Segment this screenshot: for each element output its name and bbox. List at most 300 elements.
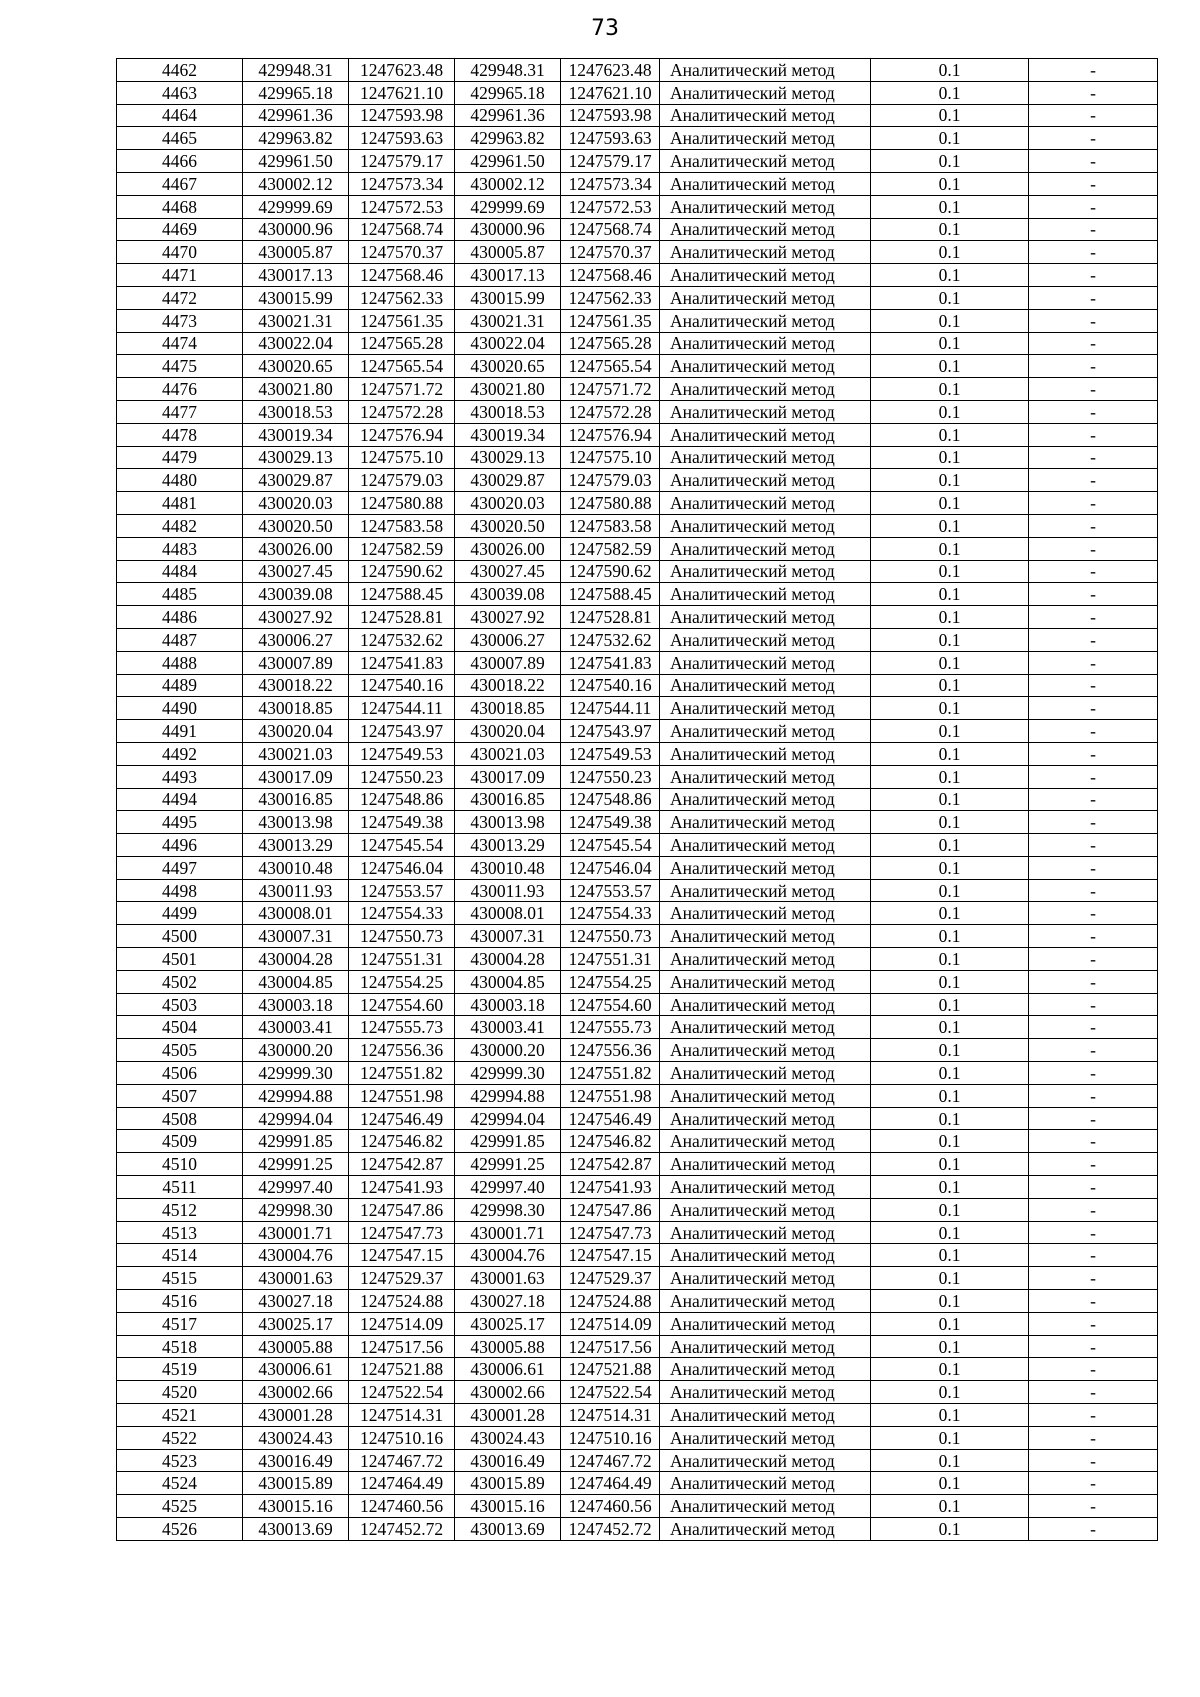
x-old-cell: 429948.31 xyxy=(243,59,349,82)
x-new-cell: 430020.04 xyxy=(455,720,561,743)
accuracy-cell: 0.1 xyxy=(871,856,1029,879)
x-old-cell: 430013.98 xyxy=(243,811,349,834)
x-old-cell: 429961.50 xyxy=(243,150,349,173)
x-old-cell: 430004.28 xyxy=(243,948,349,971)
accuracy-cell: 0.1 xyxy=(871,1084,1029,1107)
y-old-cell: 1247593.63 xyxy=(349,127,455,150)
x-old-cell: 430015.16 xyxy=(243,1495,349,1518)
x-new-cell: 430001.71 xyxy=(455,1221,561,1244)
accuracy-cell: 0.1 xyxy=(871,1244,1029,1267)
method-cell: Аналитический метод xyxy=(660,150,871,173)
point-number-cell: 4524 xyxy=(117,1472,243,1495)
accuracy-cell: 0.1 xyxy=(871,1312,1029,1335)
note-cell: - xyxy=(1029,1404,1158,1427)
x-new-cell: 429994.04 xyxy=(455,1107,561,1130)
x-new-cell: 430018.53 xyxy=(455,400,561,423)
x-new-cell: 430013.98 xyxy=(455,811,561,834)
accuracy-cell: 0.1 xyxy=(871,492,1029,515)
y-old-cell: 1247571.72 xyxy=(349,378,455,401)
x-old-cell: 429994.88 xyxy=(243,1084,349,1107)
y-old-cell: 1247542.87 xyxy=(349,1153,455,1176)
table-row xyxy=(117,537,1158,560)
x-old-cell: 430018.22 xyxy=(243,674,349,697)
method-cell: Аналитический метод xyxy=(660,628,871,651)
note-cell: - xyxy=(1029,127,1158,150)
x-new-cell: 430020.65 xyxy=(455,355,561,378)
x-new-cell: 430027.45 xyxy=(455,560,561,583)
table-row xyxy=(117,1290,1158,1313)
x-new-cell: 430002.66 xyxy=(455,1381,561,1404)
accuracy-cell: 0.1 xyxy=(871,902,1029,925)
table-row xyxy=(117,834,1158,857)
method-cell: Аналитический метод xyxy=(660,1244,871,1267)
point-number-cell: 4483 xyxy=(117,537,243,560)
x-new-cell: 430020.03 xyxy=(455,492,561,515)
x-new-cell: 430010.48 xyxy=(455,856,561,879)
x-old-cell: 430013.29 xyxy=(243,834,349,857)
note-cell: - xyxy=(1029,218,1158,241)
accuracy-cell: 0.1 xyxy=(871,1472,1029,1495)
point-number-cell: 4471 xyxy=(117,264,243,287)
note-cell: - xyxy=(1029,423,1158,446)
accuracy-cell: 0.1 xyxy=(871,59,1029,82)
point-number-cell: 4475 xyxy=(117,355,243,378)
method-cell: Аналитический метод xyxy=(660,81,871,104)
y-old-cell: 1247467.72 xyxy=(349,1449,455,1472)
accuracy-cell: 0.1 xyxy=(871,104,1029,127)
y-new-cell: 1247580.88 xyxy=(561,492,660,515)
x-old-cell: 430010.48 xyxy=(243,856,349,879)
y-new-cell: 1247583.58 xyxy=(561,514,660,537)
x-new-cell: 430026.00 xyxy=(455,537,561,560)
x-old-cell: 430001.63 xyxy=(243,1267,349,1290)
note-cell: - xyxy=(1029,81,1158,104)
y-old-cell: 1247514.09 xyxy=(349,1312,455,1335)
x-new-cell: 430006.27 xyxy=(455,628,561,651)
accuracy-cell: 0.1 xyxy=(871,172,1029,195)
note-cell: - xyxy=(1029,241,1158,264)
accuracy-cell: 0.1 xyxy=(871,1176,1029,1199)
y-old-cell: 1247582.59 xyxy=(349,537,455,560)
y-new-cell: 1247514.09 xyxy=(561,1312,660,1335)
y-old-cell: 1247568.74 xyxy=(349,218,455,241)
x-new-cell: 430004.28 xyxy=(455,948,561,971)
note-cell: - xyxy=(1029,309,1158,332)
point-number-cell: 4502 xyxy=(117,970,243,993)
note-cell: - xyxy=(1029,560,1158,583)
note-cell: - xyxy=(1029,834,1158,857)
table-row xyxy=(117,172,1158,195)
method-cell: Аналитический метод xyxy=(660,606,871,629)
y-old-cell: 1247514.31 xyxy=(349,1404,455,1427)
x-new-cell: 430001.28 xyxy=(455,1404,561,1427)
point-number-cell: 4498 xyxy=(117,879,243,902)
note-cell: - xyxy=(1029,856,1158,879)
accuracy-cell: 0.1 xyxy=(871,1426,1029,1449)
note-cell: - xyxy=(1029,537,1158,560)
point-number-cell: 4474 xyxy=(117,332,243,355)
method-cell: Аналитический метод xyxy=(660,902,871,925)
method-cell: Аналитический метод xyxy=(660,720,871,743)
table-row xyxy=(117,720,1158,743)
point-number-cell: 4500 xyxy=(117,925,243,948)
table-row xyxy=(117,970,1158,993)
x-new-cell: 429991.85 xyxy=(455,1130,561,1153)
accuracy-cell: 0.1 xyxy=(871,400,1029,423)
x-old-cell: 430008.01 xyxy=(243,902,349,925)
y-old-cell: 1247510.16 xyxy=(349,1426,455,1449)
note-cell: - xyxy=(1029,332,1158,355)
table-row xyxy=(117,1312,1158,1335)
table-row xyxy=(117,218,1158,241)
x-old-cell: 430005.88 xyxy=(243,1335,349,1358)
accuracy-cell: 0.1 xyxy=(871,1016,1029,1039)
method-cell: Аналитический метод xyxy=(660,1153,871,1176)
table-row xyxy=(117,1016,1158,1039)
point-number-cell: 4517 xyxy=(117,1312,243,1335)
note-cell: - xyxy=(1029,1449,1158,1472)
note-cell: - xyxy=(1029,59,1158,82)
x-new-cell: 430002.12 xyxy=(455,172,561,195)
x-new-cell: 429991.25 xyxy=(455,1153,561,1176)
y-new-cell: 1247543.97 xyxy=(561,720,660,743)
x-old-cell: 430007.31 xyxy=(243,925,349,948)
y-old-cell: 1247579.03 xyxy=(349,469,455,492)
y-old-cell: 1247541.93 xyxy=(349,1176,455,1199)
x-old-cell: 430022.04 xyxy=(243,332,349,355)
x-new-cell: 430013.69 xyxy=(455,1518,561,1541)
point-number-cell: 4473 xyxy=(117,309,243,332)
y-old-cell: 1247583.58 xyxy=(349,514,455,537)
x-new-cell: 430029.87 xyxy=(455,469,561,492)
accuracy-cell: 0.1 xyxy=(871,309,1029,332)
y-new-cell: 1247524.88 xyxy=(561,1290,660,1313)
y-new-cell: 1247546.82 xyxy=(561,1130,660,1153)
y-new-cell: 1247556.36 xyxy=(561,1039,660,1062)
y-new-cell: 1247562.33 xyxy=(561,286,660,309)
y-old-cell: 1247547.73 xyxy=(349,1221,455,1244)
x-old-cell: 430005.87 xyxy=(243,241,349,264)
y-old-cell: 1247556.36 xyxy=(349,1039,455,1062)
point-number-cell: 4468 xyxy=(117,195,243,218)
note-cell: - xyxy=(1029,355,1158,378)
method-cell: Аналитический метод xyxy=(660,1130,871,1153)
y-old-cell: 1247573.34 xyxy=(349,172,455,195)
note-cell: - xyxy=(1029,651,1158,674)
accuracy-cell: 0.1 xyxy=(871,332,1029,355)
method-cell: Аналитический метод xyxy=(660,970,871,993)
note-cell: - xyxy=(1029,400,1158,423)
point-number-cell: 4519 xyxy=(117,1358,243,1381)
x-old-cell: 430004.76 xyxy=(243,1244,349,1267)
x-new-cell: 429948.31 xyxy=(455,59,561,82)
method-cell: Аналитический метод xyxy=(660,1176,871,1199)
note-cell: - xyxy=(1029,150,1158,173)
x-new-cell: 430008.01 xyxy=(455,902,561,925)
accuracy-cell: 0.1 xyxy=(871,1335,1029,1358)
table-row xyxy=(117,81,1158,104)
point-number-cell: 4516 xyxy=(117,1290,243,1313)
x-old-cell: 429961.36 xyxy=(243,104,349,127)
x-new-cell: 430011.93 xyxy=(455,879,561,902)
x-new-cell: 430027.18 xyxy=(455,1290,561,1313)
y-old-cell: 1247551.98 xyxy=(349,1084,455,1107)
y-old-cell: 1247572.53 xyxy=(349,195,455,218)
y-old-cell: 1247464.49 xyxy=(349,1472,455,1495)
y-new-cell: 1247542.87 xyxy=(561,1153,660,1176)
note-cell: - xyxy=(1029,1312,1158,1335)
x-new-cell: 430018.85 xyxy=(455,697,561,720)
table-row xyxy=(117,423,1158,446)
point-number-cell: 4482 xyxy=(117,514,243,537)
y-new-cell: 1247541.93 xyxy=(561,1176,660,1199)
x-new-cell: 429999.30 xyxy=(455,1062,561,1085)
y-old-cell: 1247547.15 xyxy=(349,1244,455,1267)
x-new-cell: 430018.22 xyxy=(455,674,561,697)
y-new-cell: 1247544.11 xyxy=(561,697,660,720)
point-number-cell: 4490 xyxy=(117,697,243,720)
method-cell: Аналитический метод xyxy=(660,1404,871,1427)
accuracy-cell: 0.1 xyxy=(871,423,1029,446)
note-cell: - xyxy=(1029,1518,1158,1541)
x-old-cell: 429991.85 xyxy=(243,1130,349,1153)
x-old-cell: 430027.45 xyxy=(243,560,349,583)
method-cell: Аналитический метод xyxy=(660,492,871,515)
y-old-cell: 1247521.88 xyxy=(349,1358,455,1381)
x-new-cell: 430027.92 xyxy=(455,606,561,629)
table-row xyxy=(117,1518,1158,1541)
table-row xyxy=(117,332,1158,355)
x-new-cell: 430021.80 xyxy=(455,378,561,401)
method-cell: Аналитический метод xyxy=(660,469,871,492)
point-number-cell: 4507 xyxy=(117,1084,243,1107)
y-new-cell: 1247554.33 xyxy=(561,902,660,925)
x-old-cell: 429994.04 xyxy=(243,1107,349,1130)
y-old-cell: 1247554.60 xyxy=(349,993,455,1016)
y-old-cell: 1247546.82 xyxy=(349,1130,455,1153)
accuracy-cell: 0.1 xyxy=(871,560,1029,583)
y-new-cell: 1247540.16 xyxy=(561,674,660,697)
x-old-cell: 430000.96 xyxy=(243,218,349,241)
y-new-cell: 1247572.28 xyxy=(561,400,660,423)
point-number-cell: 4476 xyxy=(117,378,243,401)
note-cell: - xyxy=(1029,1267,1158,1290)
method-cell: Аналитический метод xyxy=(660,1039,871,1062)
accuracy-cell: 0.1 xyxy=(871,993,1029,1016)
x-new-cell: 430015.99 xyxy=(455,286,561,309)
method-cell: Аналитический метод xyxy=(660,59,871,82)
x-old-cell: 430039.08 xyxy=(243,583,349,606)
x-new-cell: 429999.69 xyxy=(455,195,561,218)
x-new-cell: 430016.85 xyxy=(455,788,561,811)
note-cell: - xyxy=(1029,697,1158,720)
point-number-cell: 4485 xyxy=(117,583,243,606)
point-number-cell: 4508 xyxy=(117,1107,243,1130)
point-number-cell: 4489 xyxy=(117,674,243,697)
table-row xyxy=(117,378,1158,401)
y-new-cell: 1247541.83 xyxy=(561,651,660,674)
note-cell: - xyxy=(1029,742,1158,765)
y-old-cell: 1247545.54 xyxy=(349,834,455,857)
method-cell: Аналитический метод xyxy=(660,993,871,1016)
point-number-cell: 4522 xyxy=(117,1426,243,1449)
method-cell: Аналитический метод xyxy=(660,378,871,401)
y-new-cell: 1247547.86 xyxy=(561,1198,660,1221)
accuracy-cell: 0.1 xyxy=(871,1290,1029,1313)
table-row xyxy=(117,674,1158,697)
y-new-cell: 1247571.72 xyxy=(561,378,660,401)
y-new-cell: 1247575.10 xyxy=(561,446,660,469)
y-new-cell: 1247550.23 xyxy=(561,765,660,788)
accuracy-cell: 0.1 xyxy=(871,970,1029,993)
y-new-cell: 1247452.72 xyxy=(561,1518,660,1541)
point-number-cell: 4472 xyxy=(117,286,243,309)
note-cell: - xyxy=(1029,1107,1158,1130)
point-number-cell: 4465 xyxy=(117,127,243,150)
table-row xyxy=(117,1404,1158,1427)
method-cell: Аналитический метод xyxy=(660,697,871,720)
y-old-cell: 1247522.54 xyxy=(349,1381,455,1404)
y-new-cell: 1247546.49 xyxy=(561,1107,660,1130)
y-old-cell: 1247561.35 xyxy=(349,309,455,332)
table-row xyxy=(117,1107,1158,1130)
point-number-cell: 4515 xyxy=(117,1267,243,1290)
point-number-cell: 4518 xyxy=(117,1335,243,1358)
note-cell: - xyxy=(1029,788,1158,811)
x-old-cell: 430017.13 xyxy=(243,264,349,287)
y-old-cell: 1247524.88 xyxy=(349,1290,455,1313)
x-new-cell: 430021.31 xyxy=(455,309,561,332)
y-old-cell: 1247548.86 xyxy=(349,788,455,811)
y-old-cell: 1247452.72 xyxy=(349,1518,455,1541)
table-row xyxy=(117,606,1158,629)
y-new-cell: 1247548.86 xyxy=(561,788,660,811)
accuracy-cell: 0.1 xyxy=(871,264,1029,287)
note-cell: - xyxy=(1029,1176,1158,1199)
x-new-cell: 429961.36 xyxy=(455,104,561,127)
y-new-cell: 1247522.54 xyxy=(561,1381,660,1404)
x-old-cell: 430020.04 xyxy=(243,720,349,743)
y-new-cell: 1247514.31 xyxy=(561,1404,660,1427)
method-cell: Аналитический метод xyxy=(660,104,871,127)
x-old-cell: 430029.87 xyxy=(243,469,349,492)
note-cell: - xyxy=(1029,1290,1158,1313)
table-row xyxy=(117,628,1158,651)
y-new-cell: 1247517.56 xyxy=(561,1335,660,1358)
table-row xyxy=(117,1358,1158,1381)
note-cell: - xyxy=(1029,286,1158,309)
accuracy-cell: 0.1 xyxy=(871,948,1029,971)
method-cell: Аналитический метод xyxy=(660,1358,871,1381)
y-old-cell: 1247588.45 xyxy=(349,583,455,606)
y-old-cell: 1247551.82 xyxy=(349,1062,455,1085)
note-cell: - xyxy=(1029,1130,1158,1153)
table-row xyxy=(117,948,1158,971)
y-new-cell: 1247528.81 xyxy=(561,606,660,629)
method-cell: Аналитический метод xyxy=(660,218,871,241)
y-old-cell: 1247528.81 xyxy=(349,606,455,629)
x-old-cell: 430025.17 xyxy=(243,1312,349,1335)
x-old-cell: 429963.82 xyxy=(243,127,349,150)
accuracy-cell: 0.1 xyxy=(871,1518,1029,1541)
method-cell: Аналитический метод xyxy=(660,1221,871,1244)
y-new-cell: 1247545.54 xyxy=(561,834,660,857)
point-number-cell: 4506 xyxy=(117,1062,243,1085)
table-row xyxy=(117,286,1158,309)
accuracy-cell: 0.1 xyxy=(871,674,1029,697)
y-old-cell: 1247565.28 xyxy=(349,332,455,355)
method-cell: Аналитический метод xyxy=(660,355,871,378)
table-row xyxy=(117,1267,1158,1290)
method-cell: Аналитический метод xyxy=(660,172,871,195)
table-row xyxy=(117,264,1158,287)
method-cell: Аналитический метод xyxy=(660,788,871,811)
method-cell: Аналитический метод xyxy=(660,811,871,834)
method-cell: Аналитический метод xyxy=(660,1290,871,1313)
accuracy-cell: 0.1 xyxy=(871,1267,1029,1290)
table-row xyxy=(117,697,1158,720)
y-new-cell: 1247621.10 xyxy=(561,81,660,104)
table-row xyxy=(117,560,1158,583)
method-cell: Аналитический метод xyxy=(660,651,871,674)
y-new-cell: 1247570.37 xyxy=(561,241,660,264)
table-row xyxy=(117,651,1158,674)
note-cell: - xyxy=(1029,720,1158,743)
y-new-cell: 1247551.31 xyxy=(561,948,660,971)
table-row xyxy=(117,241,1158,264)
point-number-cell: 4509 xyxy=(117,1130,243,1153)
note-cell: - xyxy=(1029,970,1158,993)
x-old-cell: 429965.18 xyxy=(243,81,349,104)
table-row xyxy=(117,514,1158,537)
x-old-cell: 430019.34 xyxy=(243,423,349,446)
x-new-cell: 429998.30 xyxy=(455,1198,561,1221)
x-old-cell: 430015.99 xyxy=(243,286,349,309)
point-number-cell: 4481 xyxy=(117,492,243,515)
table-row xyxy=(117,1130,1158,1153)
x-old-cell: 430018.53 xyxy=(243,400,349,423)
note-cell: - xyxy=(1029,948,1158,971)
note-cell: - xyxy=(1029,628,1158,651)
method-cell: Аналитический метод xyxy=(660,1107,871,1130)
note-cell: - xyxy=(1029,606,1158,629)
x-old-cell: 430021.31 xyxy=(243,309,349,332)
table-row xyxy=(117,1039,1158,1062)
y-old-cell: 1247550.23 xyxy=(349,765,455,788)
x-new-cell: 430020.50 xyxy=(455,514,561,537)
y-new-cell: 1247551.82 xyxy=(561,1062,660,1085)
table-row xyxy=(117,446,1158,469)
note-cell: - xyxy=(1029,195,1158,218)
method-cell: Аналитический метод xyxy=(660,742,871,765)
table-row xyxy=(117,1221,1158,1244)
y-new-cell: 1247547.15 xyxy=(561,1244,660,1267)
method-cell: Аналитический метод xyxy=(660,1062,871,1085)
point-number-cell: 4511 xyxy=(117,1176,243,1199)
point-number-cell: 4478 xyxy=(117,423,243,446)
note-cell: - xyxy=(1029,1039,1158,1062)
note-cell: - xyxy=(1029,1198,1158,1221)
note-cell: - xyxy=(1029,1381,1158,1404)
x-old-cell: 430007.89 xyxy=(243,651,349,674)
y-old-cell: 1247562.33 xyxy=(349,286,455,309)
x-old-cell: 430006.27 xyxy=(243,628,349,651)
note-cell: - xyxy=(1029,378,1158,401)
x-new-cell: 430004.85 xyxy=(455,970,561,993)
accuracy-cell: 0.1 xyxy=(871,241,1029,264)
x-old-cell: 430001.28 xyxy=(243,1404,349,1427)
x-old-cell: 430003.41 xyxy=(243,1016,349,1039)
